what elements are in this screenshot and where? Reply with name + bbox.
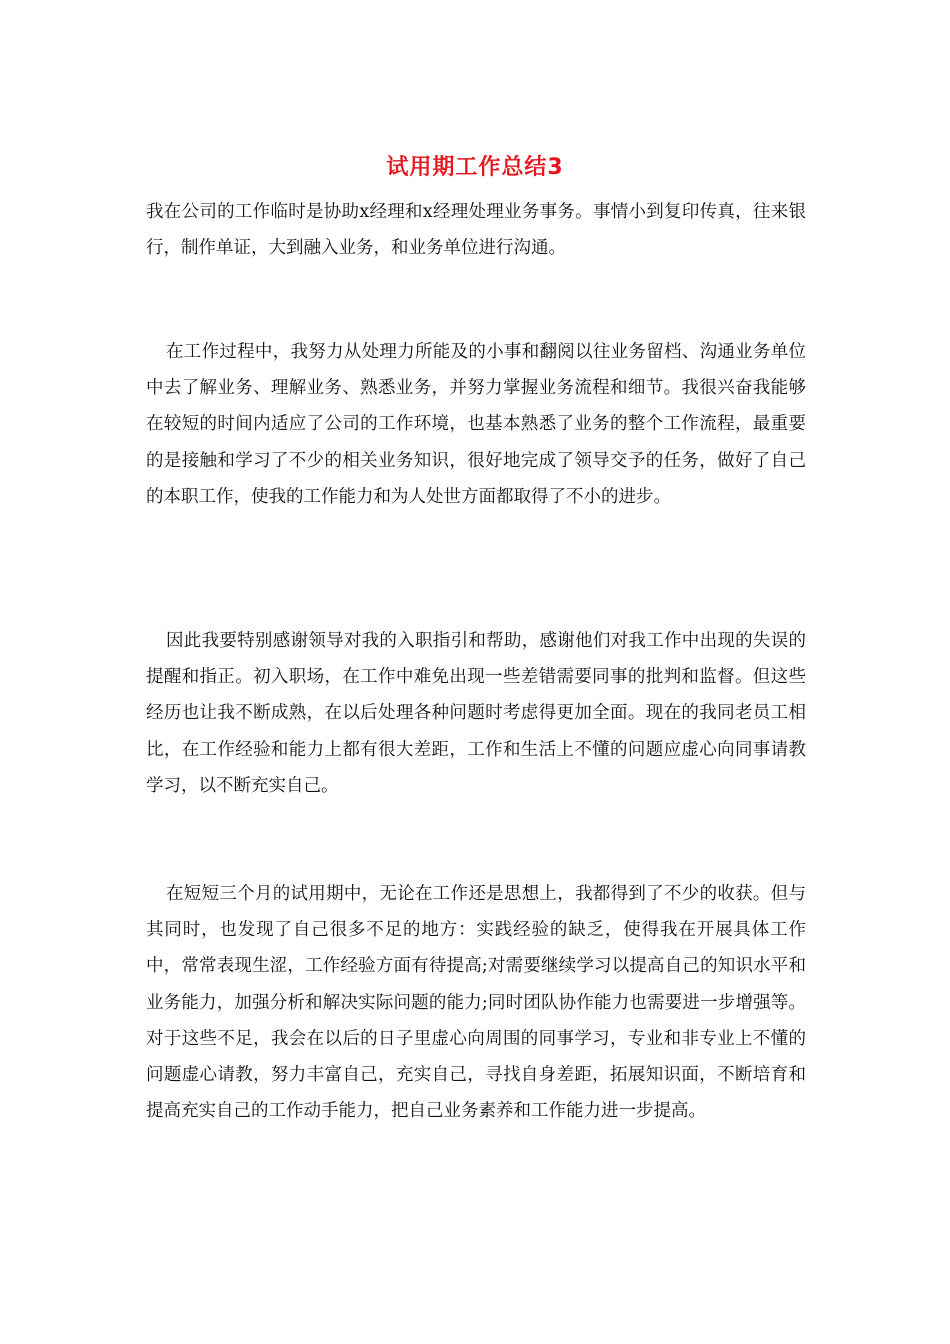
paragraph-4: 在短短三个月的试用期中，无论在工作还是思想上，我都得到了不少的收获。但与其同时，也发现了自己很多不足的地方：实践经验的缺乏，使得我在开展具体工作中，常常表现生涩，工作经验方面有待提高;对需要继续学习以提高自己的知识水平和业务能力，加强分析和解决实际问题的能力;同时团队协作能力也需要进一步增强等。对于这些不足，我会在以后的日子里虚心向周围的同事学习，专业和非专业上不懂的问题虚心请教，努力丰富自己，充实自己，寻找自身差距，拓展知识面，不断培育和提高充实自己的工作动手能力，把自己业务素养和工作能力进一步提高。 — [146, 884, 806, 1122]
document-title: 试用期工作总结3 — [386, 155, 564, 180]
paragraph-3: 因此我要特别感谢领导对我的入职指引和帮助，感谢他们对我工作中出现的失误的提醒和指正。初入职场，在工作中难免出现一些差错需要同事的批判和监督。但这些经历也让我不断成熟，在以后处理各种问题时考虑得更加全面。现在的我同老员工相比，在工作经验和能力上都有很大差距，工作和生活上不懂的问题应虚心向同事请教学习，以不断充实自己。 — [146, 631, 806, 796]
paragraph-2: 在工作过程中，我努力从处理力所能及的小事和翻阅以往业务留档、沟通业务单位中去了解业务、理解业务、熟悉业务，并努力掌握业务流程和细节。我很兴奋我能够在较短的时间内适应了公司的工作环境，也基本熟悉了业务的整个工作流程，最重要的是接触和学习了不少的相关业务知识，很好地完成了领导交予的任务，做好了自己的本职工作，使我的工作能力和为人处世方面都取得了不小的进步。 — [146, 342, 806, 507]
paragraph-1: 我在公司的工作临时是协助x经理和x经理处理业务事务。事情小到复印传真，往来银行，制作单证，大到融入业务，和业务单位进行沟通。 — [146, 202, 806, 259]
